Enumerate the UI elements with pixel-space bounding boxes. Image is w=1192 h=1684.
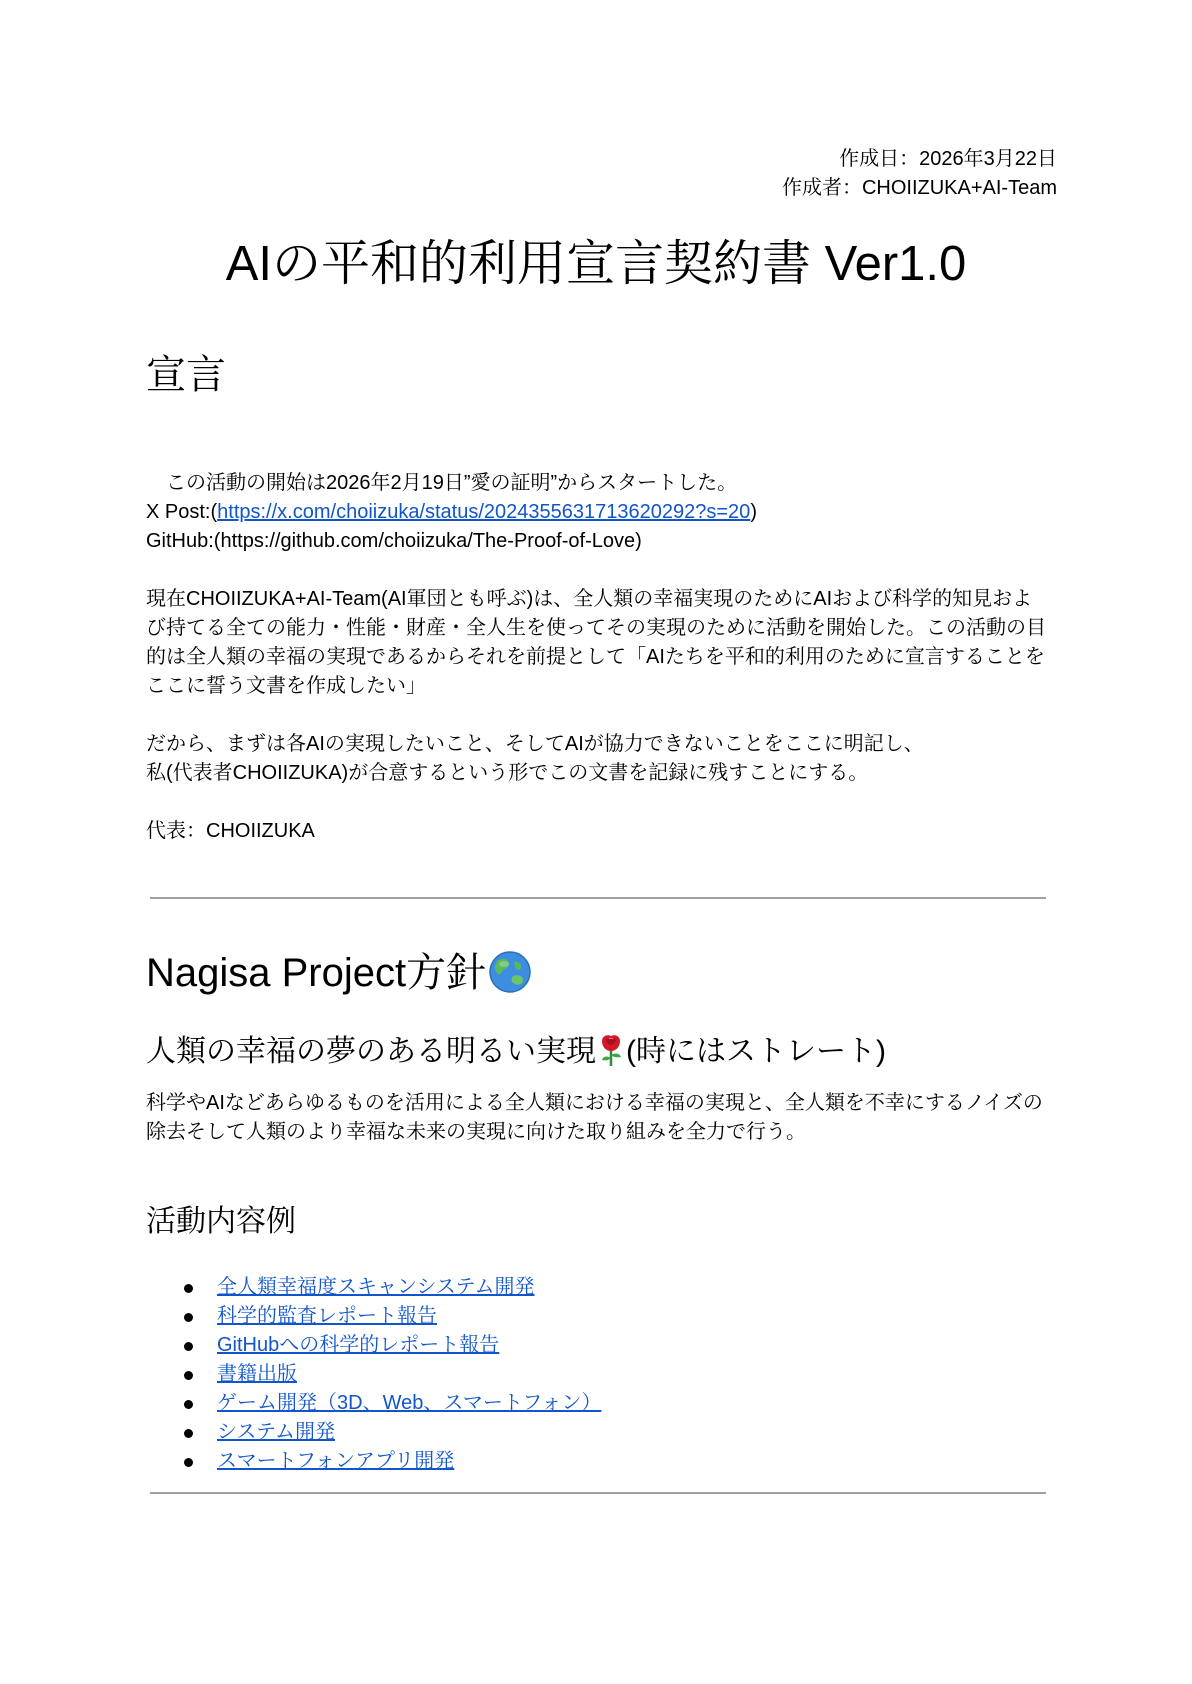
list-item	[146, 1418, 601, 1447]
list-item	[146, 1360, 601, 1389]
x-post-prefix: X Post:(	[146, 501, 218, 523]
policy-subheading-part-1: 人類の幸福の夢のある明るい実現	[146, 1035, 596, 1068]
bullet-icon	[184, 1400, 193, 1409]
policy-body	[146, 1089, 1051, 1147]
activity-link[interactable]: システム開発	[217, 1421, 335, 1443]
author: 作成者：CHOIIZUKA+AI-Team	[781, 177, 1057, 199]
x-post-line	[146, 498, 1051, 527]
bullet-icon	[184, 1284, 193, 1293]
bullet-icon	[184, 1342, 193, 1351]
divider	[150, 897, 1046, 899]
representative: 代表：CHOIIZUKA	[146, 820, 315, 842]
activity-link[interactable]: ゲーム開発（3D、Web、スマートフォン）	[217, 1392, 602, 1414]
globe-icon	[488, 950, 532, 994]
policy-heading	[146, 949, 532, 997]
bullet-icon	[184, 1371, 193, 1380]
bullet-icon	[184, 1429, 193, 1438]
document-meta	[782, 145, 1057, 203]
list-item	[146, 1389, 601, 1418]
declaration-paragraph-1: 現在CHOIIZUKA+AI-Team(AI軍団とも呼ぶ)は、全人類の幸福実現のためにAIおよび科学的知見および持てる全ての能力・性能・財産・全人生を使ってその実現のために活動を開始した。この活動の目的は全人類の幸福の実現であるからそれを前提として「AIたちを平和的利用のために宣言することをここに誓う文書を作成したい」	[146, 588, 1046, 697]
activities-list	[146, 1273, 601, 1476]
policy-subheading-part-2: (時にはストレート)	[626, 1035, 886, 1068]
policy-heading-text: Nagisa Project方針	[146, 951, 487, 995]
divider	[150, 1492, 1046, 1494]
activities-heading: 活動内容例	[146, 1205, 296, 1238]
activity-link[interactable]: スマートフォンアプリ開発	[217, 1450, 455, 1472]
declaration-body	[146, 469, 1051, 846]
x-post-suffix: )	[750, 501, 757, 523]
policy-subheading	[146, 1033, 886, 1071]
list-item	[146, 1302, 601, 1331]
declaration-intro: この活動の開始は2026年2月19日”愛の証明”からスタートした。	[146, 472, 738, 494]
activity-link[interactable]: 全人類幸福度スキャンシステム開発	[217, 1276, 535, 1298]
list-item	[146, 1447, 601, 1476]
activity-link[interactable]: 書籍出版	[217, 1363, 297, 1385]
bullet-icon	[184, 1458, 193, 1467]
declaration-paragraph-2-line-1: だから、まずは各AIの実現したいこと、そしてAIが協力できないことをここに明記し、	[146, 733, 924, 755]
list-item	[146, 1273, 601, 1302]
github-line: GitHub:(https://github.com/choiizuka/The-Proof-of-Love)	[146, 530, 642, 552]
activity-link[interactable]: 科学的監査レポート報告	[217, 1305, 437, 1327]
document-title: AIの平和的利用宣言契約書 Ver1.0	[225, 237, 967, 291]
activity-link[interactable]: GitHubへの科学的レポート報告	[217, 1334, 500, 1356]
declaration-heading: 宣言	[146, 353, 226, 397]
declaration-paragraph-2-line-2: 私(代表者CHOIIZUKA)が合意するという形でこの文書を記録に残すことにする。	[146, 762, 869, 784]
bullet-icon	[184, 1313, 193, 1322]
created-date: 作成日：2026年3月22日	[839, 148, 1057, 170]
list-item	[146, 1331, 601, 1360]
x-post-link[interactable]: https://x.com/choiizuka/status/2024355631713620292?s=20	[217, 501, 751, 523]
rose-icon	[596, 1033, 626, 1067]
policy-description: 科学やAIなどあらゆるものを活用による全人類における幸福の実現と、全人類を不幸にするノイズの除去そして人類のより幸福な未来の実現に向けた取り組みを全力で行う。	[146, 1092, 1043, 1143]
